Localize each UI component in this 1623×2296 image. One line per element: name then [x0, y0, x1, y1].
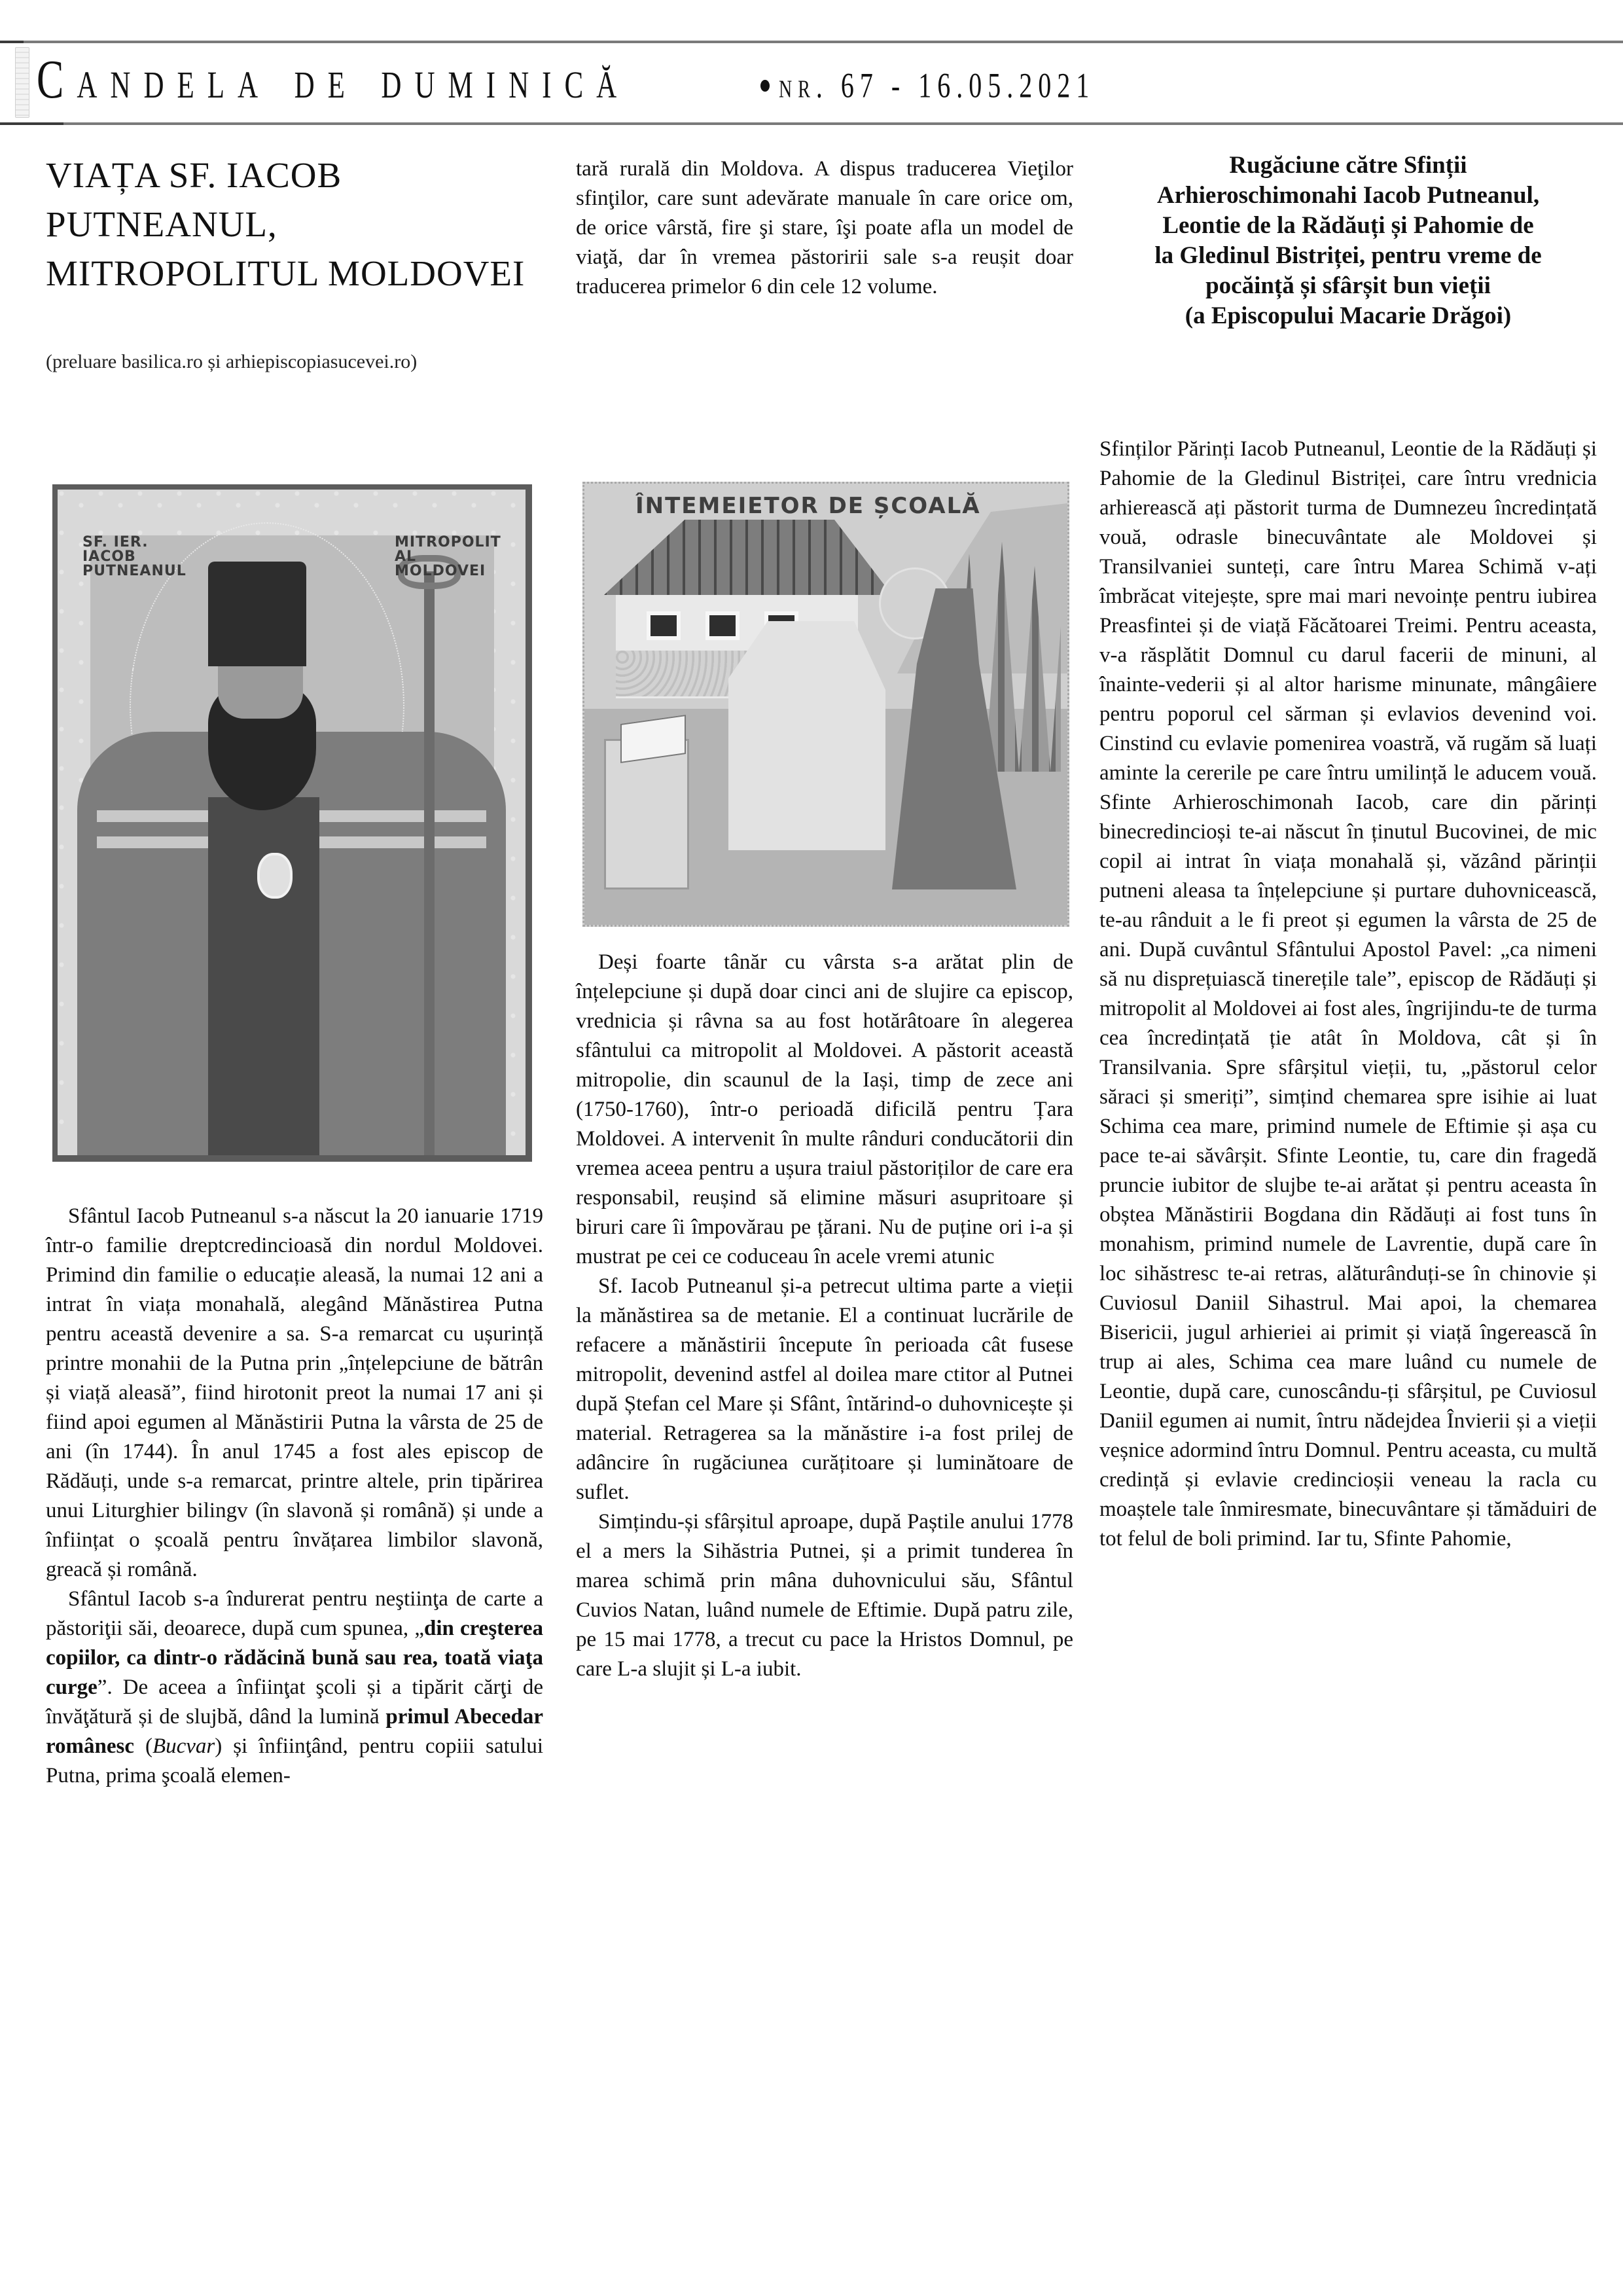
masthead-bottom-rule — [0, 122, 1623, 125]
bullet-separator — [760, 80, 770, 92]
bold-quote: din creşterea copiilor, ca dintr-o rădăcină bună sau rea, toată viaţa curge — [46, 1617, 543, 1699]
article-column-1 — [46, 1202, 543, 1791]
bold-abecedar: primul Abecedar românesc — [46, 1705, 543, 1758]
article-column-2-bottom — [576, 948, 1073, 1684]
icon-caption-left: SF. IER. IACOB PUTNEANUL — [82, 534, 187, 579]
crest-icon — [15, 47, 29, 118]
paragraph: Sfântul Iacob Putneanul s-a născut la 20 ianuarie 1719 într-o familie dreptcredincioasă din nordul Moldovei. Primind din familie o educație aleasă, la numai 12 ani a intrat în viața monahală, alegând Mănăstirea Putna pentru această devenire a sa. S-a remarcat cu ușurință printre monahii de la Putna prin „înțelepciune de bătrân și viață aleasă”, fiind hirotonit preot la numai 17 ani și fiind apoi egumen al Mănăstirii Putna la vârsta de 25 de ani (în 1744). În anul 1745 a fost ales episcop de Rădăuți, unde s-a remarcat, printre altele, prin tipărirea unui Liturghier bilingv (în slavonă și română) și unde a înființat o școală pentru învățarea limbilor slavonă, greacă și română. — [46, 1204, 543, 1581]
paragraph: Sfinților Părinți Iacob Putneanul, Leontie de la Rădăuți și Pahomie de la Gledinul Bistriței, care întru vrednicia arhierească ați păstorit turma de Dumnezeu încredințată vouă, odrasle binecuvântate ale Moldovei și Transilvaniei sunteți, care întru Marea Schimă v-ați îmbrăcat vitejește, spre mai mari nevoințe pentru iubirea Preasfintei și de viață Făcătoarei Treimi. Pentru aceasta, v-a răsplătit Domnul cu darul facerii de minuni, al înainte-vederii și al altor harisme minunate, mângâiere pentru poporul cel sărman și evlavios devenind voi. Cinstind cu evlavie pomenirea voastră, vă rugăm să luați aminte la cererile pe care întru umilință le aducem vouă. Sfinte Arhieroschimonah Iacob, care din părinți binecredincioși te-ai născut în ținutul Bucovinei, de mic copil ai intrat în viața monahală și, văzând părinții putneni aleasa ta înțelepciune și purtare duhovnicească, te-au rânduit a le fi preot și egumen la vârsta de 25 de ani. După cuvântul Sfântului Apostol Pavel: „ca nimeni să nu disprețuiască tinerețile tale”, episcop de Rădăuți și mitropolit al Moldovei ai fost ales, îngrijindu-te de turma cea încredințată ție atât în Moldova, cât și în Transilvania. Spre sfârșitul vieții, tu, „păstorul celor săraci și smeriți”, simțind chemarea spre isihie ai luat Schima cea mare, primind numele de Eftimie și așa cu pace te-ai săvârșit. Sfinte Leontie, tu, care din fragedă pruncie iubitor de slujbe te-ai arătat și pentru aceasta în obștea Mănăstirii Bogdana din Rădăuți ai fost tuns în monahism, primind numele de Lavrentie, după care în loc sihăstresc te-ai retras, alăturânduți-se în chinovie și Cuviosul Daniil Sihastrul. Mai apoi, la chemarea Bisericii, jugul arhieriei ai primit și viață îngerească în trup ai ales, Schima cea mare luând cu numele de Leontie, după care, cunoscându-ți sfârșitul, pe Cuviosul Daniil egumen ai numit, întru nădejdea Învierii și a vieții veșnice adormind întru Domnul. Pentru aceasta, cu multă credință și evlavie credincioșii veneau la racla cu moaștele tale înmiresmate, binecuvântare și tămăduiri de tot felul de boli primind. Iar tu, Sfinte Pahomie, — [1099, 437, 1597, 1551]
article-source: (preluare basilica.ro și arhiepiscopiasucevei.ro) — [46, 351, 418, 372]
paragraph: Simțindu-și sfârșitul aproape, după Paștile anului 1778 el a mers la Sihăstria Putnei, și a primit tunderea în marea schimă prin mâna duhovnicului său, Sfântul Cuvios Natan, luând numele de Eftimie. După patru zile, pe 15 mai 1778, a trecut cu pace la Hristos Domnul, pe care L-a slujit și L-a iubit. — [576, 1510, 1073, 1681]
fresco-title: ÎNTEMEIETOR DE ȘCOALĂ — [635, 493, 981, 519]
icon-caption-right: MITROPOLIT AL MOLDOVEI — [395, 534, 501, 579]
saint-icon-image — [52, 484, 532, 1162]
article-column-2-top — [576, 154, 1073, 302]
article-title: VIAȚA SF. IACOB PUTNEANUL, MITROPOLITUL MOLDOVEI — [46, 155, 526, 293]
issue-number-date: nr. 67 - 16.05.2021 — [779, 65, 1096, 105]
paragraph: Sf. Iacob Putneanul și-a petrecut ultima parte a vieții la mănăstirea sa de metanie. El a continuat lucrările de refacere a mănăstirii începute în perioada cât fusese mitropolit, devenind astfel al doilea mare ctitor al Putnei după Ștefan cel Mare și Sfânt, întărind-o duhovnicește și material. Retragerea sa la mănăstire i-a fost prilej de adâncire în rugăciunea curățitoare și luminătoare de suflet. — [576, 1274, 1073, 1504]
paragraph: tară rurală din Moldova. A dispus traducerea Vieţilor sfinţilor, care sunt adevărate manuale în care orice om, de orice vârstă, fire şi stare, îşi poate afla un model de viaţă, dar în vremea păstoririi sale s-a reușit doar traducerea primelor 6 din cele 12 volume. — [576, 157, 1073, 298]
masthead — [0, 43, 1623, 122]
prayer-body — [1099, 435, 1597, 1554]
paragraph: Sfântul Iacob s-a îndurerat pentru neştiinţa de carte a păstoriţii săi, deoarece, după cum spunea, „din creşterea copiilor, ca dintr-o rădăcină bună sau rea, toată viaţa curge”. De aceea a înfiinţat şcoli și a tipărit cărţi de învăţătură și de slujbă, dând la lumină primul Abecedar românesc (Bucvar) și înfiinţând, pentru copiii satului Putna, prima şcoală elemen- — [46, 1587, 543, 1787]
paragraph: Deși foarte tânăr cu vârsta s-a arătat plin de înțelepciune și după doar cinci ani de slujire ca episcop, vrednicia și râvna sa au fost hotărâtoare în alegerea sfântului ca mitropolit al Moldovei. A păstorit această mitropolie, din scaunul de la Iași, timp de zece ani (1750-1760), într-o perioadă dificilă pentru Țara Moldovei. A intervenit în multe rânduri conducătorii din vremea aceea pentru a ușura traiul păstoriților de care era responsabil, reușind să elimine măsuri asupritoare și biruri care îi împovărau pe țărani. Nu de puține ori i-a și mustrat pe cei ce coduceau în acele vremi atunic — [576, 950, 1073, 1268]
school-fresco-image — [582, 482, 1069, 927]
prayer-title: Rugăciune către Sfinții Arhieroschimonahi Iacob Putneanul, Leontie de la Rădăuți și Pahomie de la Gledinul Bistriței, pentru vreme de pocăință și sfârșit bun vieții (a Episcopului Macarie Drăgoi) — [1154, 152, 1542, 329]
publication-title: Candela de duminică — [37, 49, 630, 110]
italic-bucvar: Bucvar — [152, 1734, 215, 1758]
